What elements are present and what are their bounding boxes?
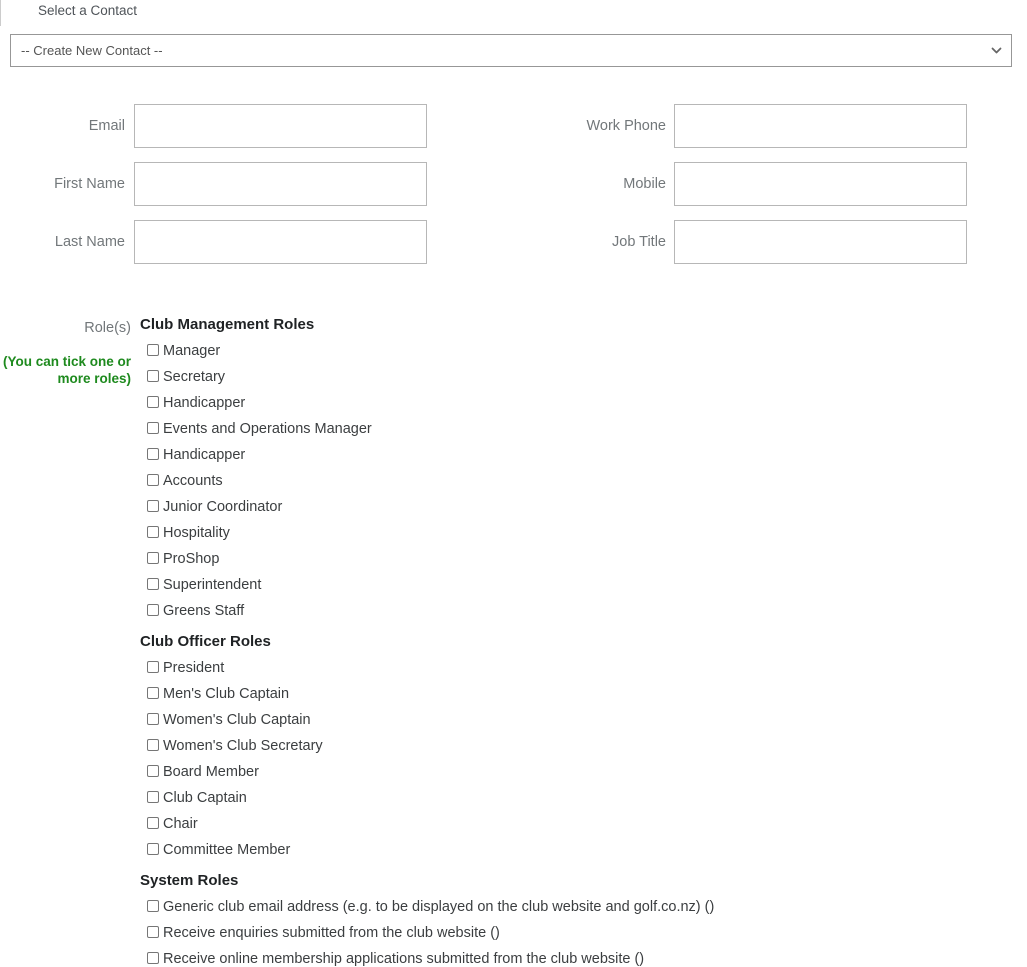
role-item[interactable] bbox=[140, 785, 714, 811]
role-section-title: System Roles bbox=[140, 872, 239, 889]
role-checkbox-label[interactable]: Handicapper bbox=[163, 447, 246, 463]
role-checkbox-label[interactable]: Receive enquiries submitted from the club website () bbox=[163, 925, 500, 941]
role-section-list bbox=[140, 894, 714, 967]
role-checkbox-label[interactable]: Events and Operations Manager bbox=[163, 421, 372, 437]
select-contact-label: Select a Contact bbox=[38, 3, 138, 18]
role-checkbox-label[interactable]: Hospitality bbox=[163, 525, 230, 541]
work-phone-label: Work Phone bbox=[586, 118, 666, 134]
role-item[interactable] bbox=[140, 894, 714, 920]
role-item[interactable] bbox=[140, 946, 714, 967]
role-item[interactable] bbox=[140, 546, 714, 572]
role-checkbox[interactable] bbox=[147, 952, 159, 964]
role-checkbox-label[interactable]: Women's Club Secretary bbox=[163, 738, 323, 754]
mobile-label: Mobile bbox=[623, 176, 666, 192]
role-checkbox[interactable] bbox=[147, 604, 159, 616]
role-checkbox[interactable] bbox=[147, 817, 159, 829]
role-section bbox=[140, 868, 714, 967]
field-row-1 bbox=[0, 104, 1027, 148]
roles-block bbox=[0, 312, 1027, 967]
role-checkbox[interactable] bbox=[147, 474, 159, 486]
first-name-field[interactable] bbox=[134, 162, 427, 206]
role-checkbox-label[interactable]: Receive online membership applications submitted from the club website () bbox=[163, 951, 645, 967]
role-checkbox[interactable] bbox=[147, 422, 159, 434]
role-checkbox-label[interactable]: Club Captain bbox=[163, 790, 247, 806]
role-section bbox=[140, 629, 714, 863]
contact-select[interactable] bbox=[10, 34, 1012, 67]
last-name-field[interactable] bbox=[134, 220, 427, 264]
job-title-field[interactable] bbox=[674, 220, 967, 264]
role-section-title: Club Officer Roles bbox=[140, 633, 271, 650]
role-item[interactable] bbox=[140, 733, 714, 759]
role-checkbox-label[interactable]: Women's Club Captain bbox=[163, 712, 311, 728]
role-section bbox=[140, 312, 714, 624]
role-section-title: Club Management Roles bbox=[140, 316, 315, 333]
role-checkbox[interactable] bbox=[147, 552, 159, 564]
roles-labels-column bbox=[0, 312, 131, 967]
role-checkbox[interactable] bbox=[147, 661, 159, 673]
role-checkbox-label[interactable]: ProShop bbox=[163, 551, 220, 567]
role-item[interactable] bbox=[140, 681, 714, 707]
work-phone-field[interactable] bbox=[674, 104, 967, 148]
role-item[interactable] bbox=[140, 572, 714, 598]
role-checkbox-label[interactable]: Greens Staff bbox=[163, 603, 245, 619]
role-item[interactable] bbox=[140, 655, 714, 681]
role-checkbox-label[interactable]: President bbox=[163, 660, 225, 676]
role-item[interactable] bbox=[140, 811, 714, 837]
roles-note: (You can tick one or more roles) bbox=[2, 354, 131, 386]
role-checkbox[interactable] bbox=[147, 448, 159, 460]
role-checkbox[interactable] bbox=[147, 713, 159, 725]
role-item[interactable] bbox=[140, 759, 714, 785]
role-item[interactable] bbox=[140, 338, 714, 364]
role-checkbox-label[interactable]: Men's Club Captain bbox=[163, 686, 290, 702]
role-checkbox-label[interactable]: Committee Member bbox=[163, 842, 291, 858]
role-checkbox-label[interactable]: Board Member bbox=[163, 764, 259, 780]
role-item[interactable] bbox=[140, 494, 714, 520]
role-checkbox[interactable] bbox=[147, 500, 159, 512]
role-item[interactable] bbox=[140, 598, 714, 624]
role-item[interactable] bbox=[140, 416, 714, 442]
job-title-label: Job Title bbox=[612, 234, 666, 250]
field-row-3 bbox=[0, 220, 1027, 264]
roles-label: Role(s) bbox=[84, 320, 131, 336]
role-checkbox-label[interactable]: Manager bbox=[163, 343, 221, 359]
panel-edge-line bbox=[0, 0, 1, 26]
roles-sections bbox=[140, 312, 714, 967]
role-checkbox[interactable] bbox=[147, 926, 159, 938]
email-field[interactable] bbox=[134, 104, 427, 148]
role-checkbox[interactable] bbox=[147, 526, 159, 538]
role-item[interactable] bbox=[140, 707, 714, 733]
role-checkbox-label[interactable]: Chair bbox=[163, 816, 198, 832]
first-name-label: First Name bbox=[54, 176, 125, 192]
role-checkbox-label[interactable]: Secretary bbox=[163, 369, 226, 385]
role-checkbox[interactable] bbox=[147, 578, 159, 590]
role-checkbox[interactable] bbox=[147, 843, 159, 855]
role-section-list bbox=[140, 655, 714, 863]
role-item[interactable] bbox=[140, 390, 714, 416]
role-checkbox[interactable] bbox=[147, 344, 159, 356]
email-label: Email bbox=[88, 118, 125, 134]
role-item[interactable] bbox=[140, 468, 714, 494]
field-row-2 bbox=[0, 162, 1027, 206]
role-checkbox-label[interactable]: Accounts bbox=[163, 473, 223, 489]
role-checkbox[interactable] bbox=[147, 739, 159, 751]
role-item[interactable] bbox=[140, 920, 714, 946]
role-checkbox[interactable] bbox=[147, 791, 159, 803]
last-name-label: Last Name bbox=[54, 234, 125, 250]
role-section-list bbox=[140, 338, 714, 624]
role-checkbox[interactable] bbox=[147, 765, 159, 777]
role-checkbox[interactable] bbox=[147, 370, 159, 382]
mobile-field[interactable] bbox=[674, 162, 967, 206]
role-item[interactable] bbox=[140, 837, 714, 863]
contact-fields bbox=[0, 104, 1027, 278]
role-checkbox-label[interactable]: Junior Coordinator bbox=[163, 499, 283, 515]
role-checkbox-label[interactable]: Generic club email address (e.g. to be displayed on the club website and golf.co.nz) () bbox=[163, 899, 715, 915]
role-item[interactable] bbox=[140, 520, 714, 546]
role-checkbox[interactable] bbox=[147, 396, 159, 408]
role-checkbox-label[interactable]: Superintendent bbox=[163, 577, 262, 593]
role-checkbox-label[interactable]: Handicapper bbox=[163, 395, 246, 411]
role-item[interactable] bbox=[140, 364, 714, 390]
role-item[interactable] bbox=[140, 442, 714, 468]
contact-select-wrap bbox=[10, 34, 1012, 67]
role-checkbox[interactable] bbox=[147, 900, 159, 912]
role-checkbox[interactable] bbox=[147, 687, 159, 699]
